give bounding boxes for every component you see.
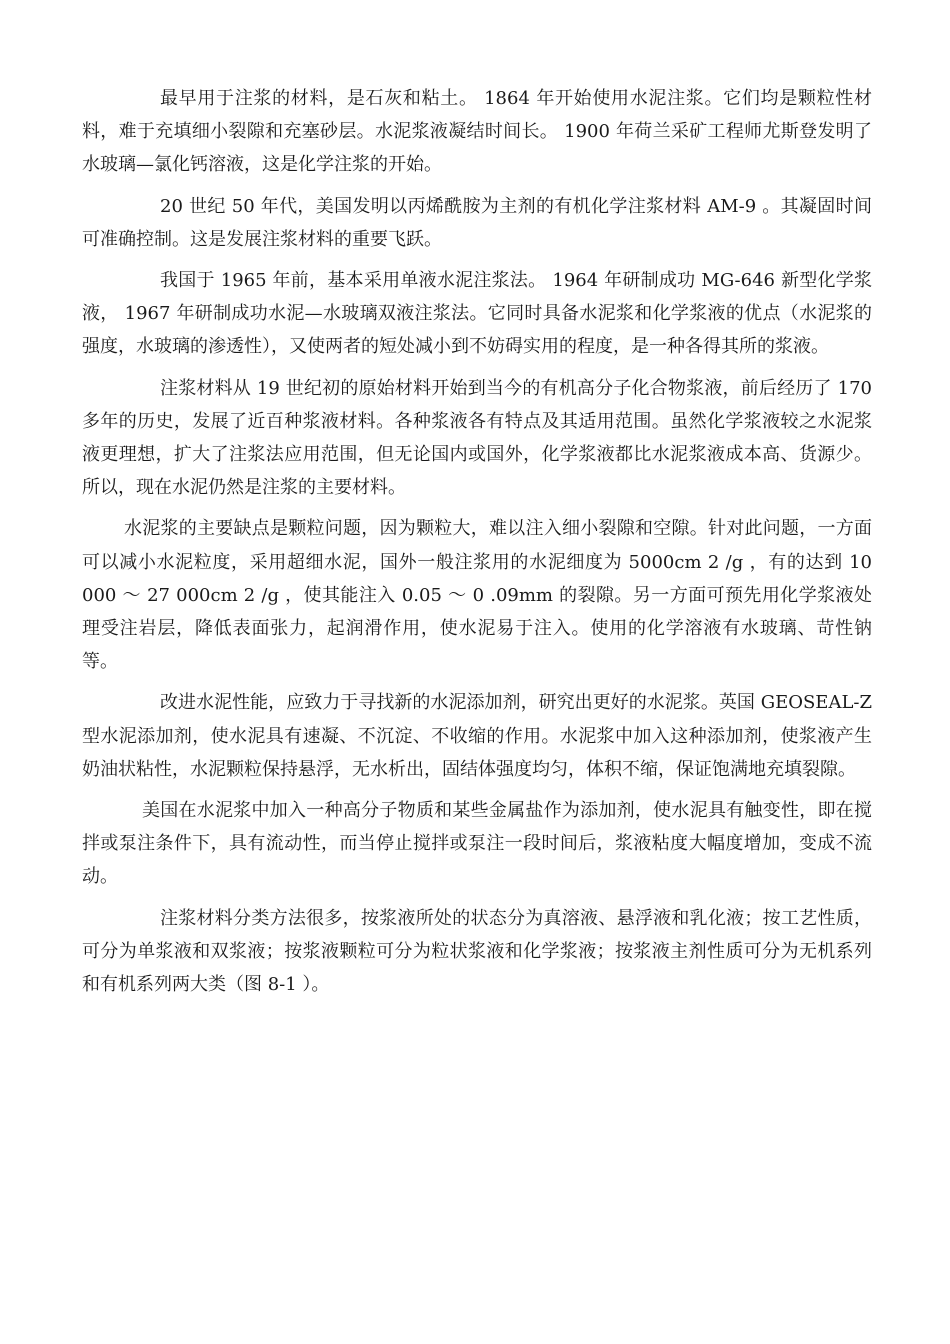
paragraph-spacer [82, 364, 872, 372]
paragraph-spacer [82, 894, 872, 902]
paragraph-classification: 注浆材料分类方法很多，按浆液所处的状态分为真溶液、悬浮液和乳化液；按工艺性质，可分为单浆液和双浆液；按浆液颗粒可分为粒状浆液和化学浆液；按浆液主剂性质可分为无机系列和有机系列两大类（图 8-1 ）。 [82, 907, 872, 996]
paragraph-thixotropic-additive: 美国在水泥浆中加入一种高分子物质和某些金属盐作为添加剂，使水泥具有触变性，即在搅拌或泵注条件下，具有流动性，而当停止搅拌或泵注一段时间后，浆液粘度大幅度增加，变成不流动。 [82, 800, 872, 888]
paragraph-china-grouting: 我国于 1965 年前，基本采用单液水泥注浆法。 1964 年研制成功 MG-646 新型化学浆液， 1967 年研制成功水泥—水玻璃双液注浆法。它同时具备水泥浆和化学浆液的优点（水泥浆的强度，水玻璃的渗透性），又使两者的短处减小到不妨碍实用的程度，是一种各得其所的浆液。 [82, 270, 872, 358]
document-body [82, 82, 872, 1001]
paragraph-spacer [82, 256, 872, 264]
paragraph-am9-development: 20 世纪 50 年代，美国发明以丙烯酰胺为主剂的有机化学注浆材料 AM-9 。其凝固时间可准确控制。这是发展注浆材料的重要飞跃。 [82, 195, 872, 250]
paragraph-cement-particle-issue: 水泥浆的主要缺点是颗粒问题，因为颗粒大，难以注入细小裂隙和空隙。针对此问题，一方面可以减小水泥粒度，采用超细水泥，国外一般注浆用的水泥细度为 5000cm 2 /g ，有的达到 10 000 ～ 27 000cm 2 /g ，使其能注入 0.05 ～ 0 .09mm 的裂隙。另一方面可预先用化学浆液处理受注岩层，降低表面张力，起润滑作用，使水泥易于注入。使用的化学溶液有水玻璃、苛性钠等。 [82, 518, 872, 673]
paragraph-material-evolution: 注浆材料从 19 世纪初的原始材料开始到当今的有机高分子化合物浆液，前后经历了 170 多年的历史，发展了近百种浆液材料。各种浆液各有特点及其适用范围。虽然化学浆液较之水泥浆液更理想，扩大了注浆法应用范围，但无论国内或国外，化学浆液都比水泥浆液成本高、货源少。所以，现在水泥仍然是注浆的主要材料。 [82, 377, 872, 499]
paragraph-spacer [82, 678, 872, 686]
paragraph-spacer [82, 182, 872, 190]
paragraph-cement-additives: 改进水泥性能，应致力于寻找新的水泥添加剂，研究出更好的水泥浆。英国 GEOSEAL-Z 型水泥添加剂，使水泥具有速凝、不沉淀、不收缩的作用。水泥浆中加入这种添加剂，使浆液产生奶油状粘性，水泥颗粒保持悬浮，无水析出，固结体强度均匀，体积不缩，保证饱满地充填裂隙。 [82, 692, 872, 780]
paragraph-spacer [82, 786, 872, 794]
paragraph-history-early-materials: 最早用于注浆的材料，是石灰和粘土。 1864 年开始使用水泥注浆。它们均是颗粒性材料，难于充填细小裂隙和充塞砂层。水泥浆液凝结时间长。 1900 年荷兰采矿工程师尤斯登发明了水玻璃—氯化钙溶液，这是化学注浆的开始。 [82, 88, 872, 176]
paragraph-spacer [82, 504, 872, 512]
